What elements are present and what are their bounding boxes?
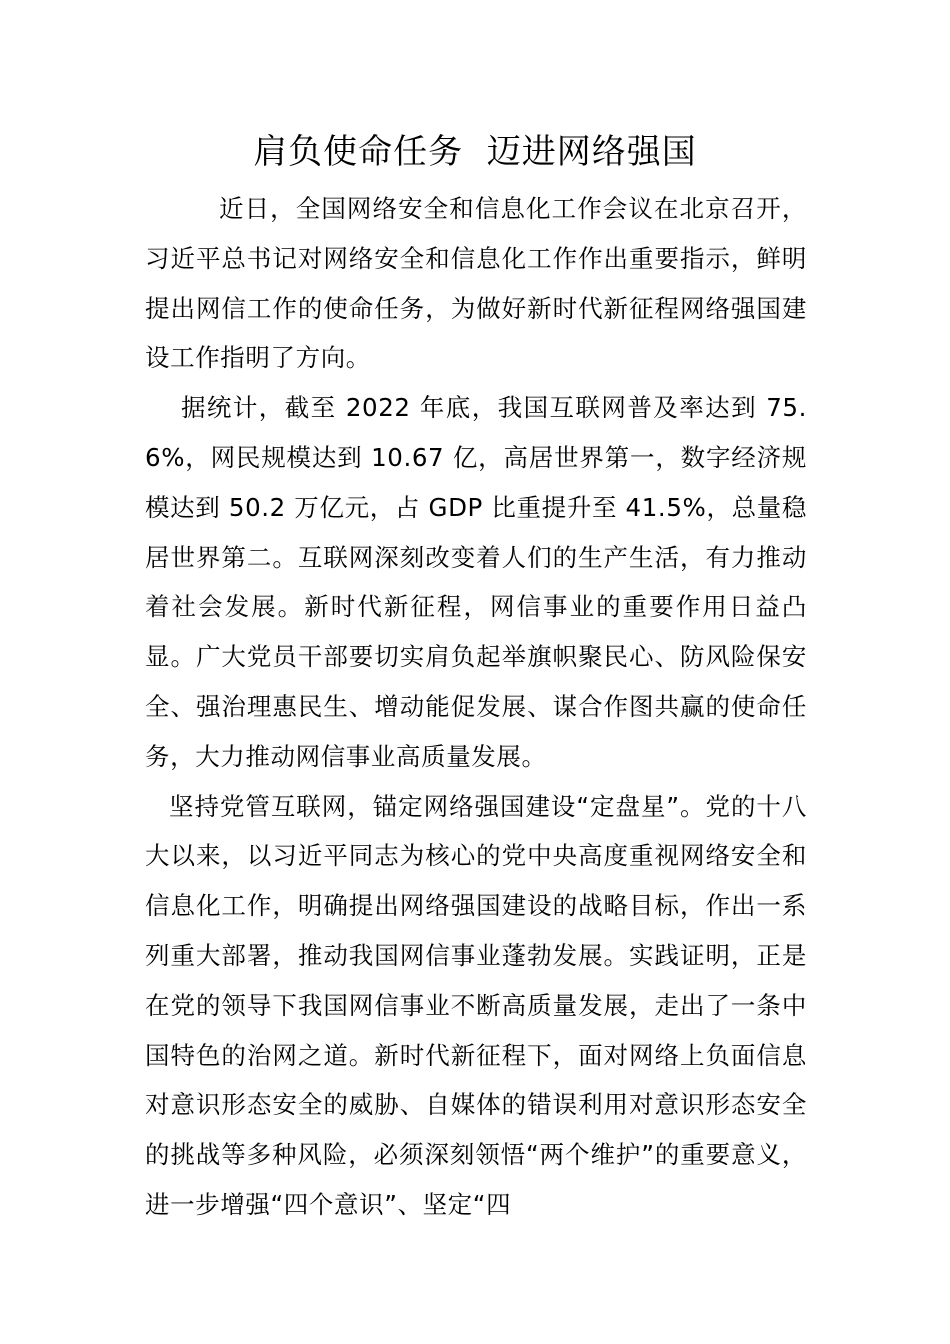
paragraph-2: 据统计，截至 2022 年底，我国互联网普及率达到 75.6%，网民规模达到 10.67 亿，高居世界第一，数字经济规模达到 50.2 万亿元，占 GDP 比重提升至 41.5%，总量稳居世界第二。互联网深刻改变着人们的生产生活，有力推动着社会发展。新时代新征程，网信事业的重要作用日益凸显。广大党员干部要切实肩负起举旗帜聚民心、防风险保安全、强治理惠民生、增动能促发展、谋合作图共赢的使命任务，大力推动网信事业高质量发展。 (145, 393, 807, 771)
document-title: 肩负使命任务 迈进网络强国 (253, 132, 697, 172)
paragraph-1: 近日，全国网络安全和信息化工作会议在北京召开，习近平总书记对网络安全和信息化工作作出重要指示，鲜明提出网信工作的使命任务，为做好新时代新征程网络强国建设工作指明了方向。 (145, 194, 807, 373)
document-body (145, 184, 807, 1230)
paragraph-3: 坚持党管互联网，锚定网络强国建设“定盘星”。党的十八大以来，以习近平同志为核心的党中央高度重视网络安全和信息化工作，明确提出网络强国建设的战略目标，作出一系列重大部署，推动我国网信事业蓬勃发展。实践证明，正是在党的领导下我国网信事业不断高质量发展，走出了一条中国特色的治网之道。新时代新征程下，面对网络上负面信息对意识形态安全的威胁、自媒体的错误利用对意识形态安全的挑战等多种风险，必须深刻领悟“两个维护”的重要意义，进一步增强“四个意识”、坚定“四 (145, 791, 807, 1219)
